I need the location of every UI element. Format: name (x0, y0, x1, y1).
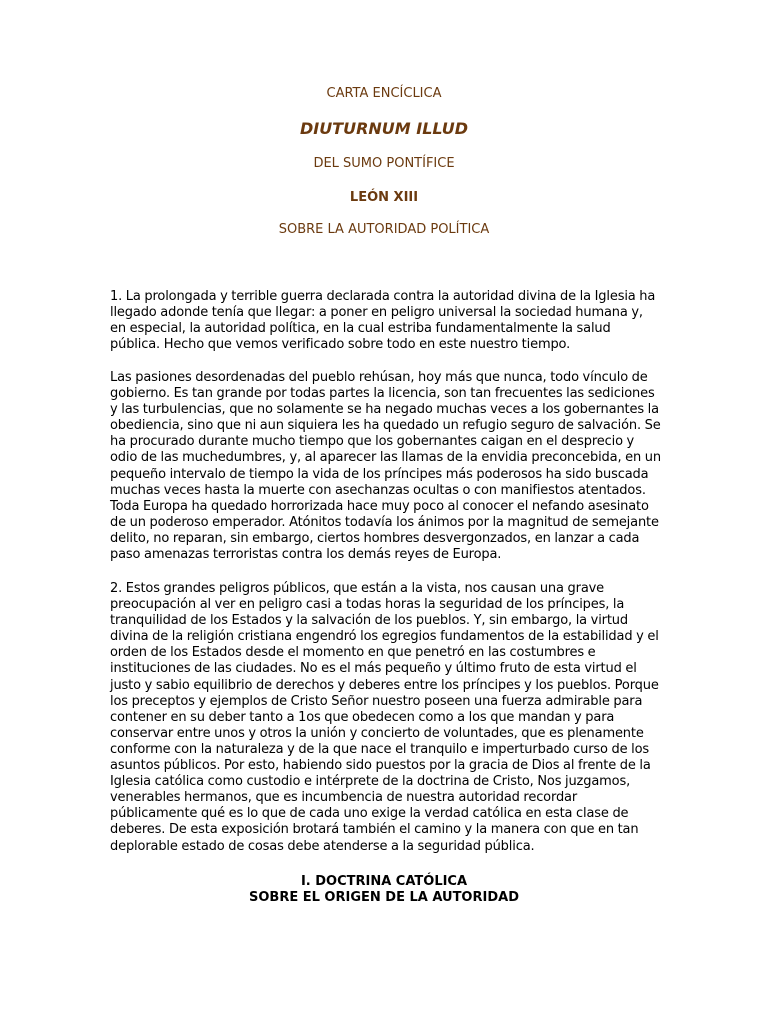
paragraph-1: 1. La prolongada y terrible guerra declarada contra la autoridad divina de la Iglesia ha llegado adonde tenía que llegar: a poner en peligro universal la sociedad humana y, en especial, la autoridad política, en la cual estriba fundamentalmente la salud pública. Hecho que vemos verificado sobre todo en este nuestro tiempo. (110, 289, 656, 353)
document-type-heading: CARTA ENCÍCLICA (326, 86, 442, 101)
author-office-heading: DEL SUMO PONTÍFICE (313, 156, 455, 171)
section-heading-subtitle: SOBRE EL ORIGEN DE LA AUTORIDAD (249, 890, 519, 905)
paragraph-3: 2. Estos grandes peligros públicos, que están a la vista, nos causan una grave preocupación al ver en peligro casi a todas horas la seguridad de los príncipes, la tranquilidad de los Estados y la salvación de los pueblos. Y, sin embargo, la virtud divina de la religión cristiana engendró los egregios fundamentos de la estabilidad y el orden de los Estados desde el momento en que penetró en las costumbres e instituciones de las ciudades. No es el más pequeño y último fruto de esta virtud el justo y sabio equilibrio de derechos y deberes entre los príncipes y los pueblos. Porque los preceptos y ejemplos de Cristo Señor nuestro poseen una fuerza admirable para contener en su deber tanto a 1os que obedecen como a los que mandan y para conservar entre unos y otros la unión y concierto de voluntades, que es plenamente conforme con la naturaleza y de la que nace el tranquilo e imperturbado curso de los asuntos públicos. Por esto, habiendo sido puestos por la gracia de Dios al frente de la Iglesia católica como custodio e intérprete de la doctrina de Cristo, Nos juzgamos, venerables hermanos, que es incumbencia de nuestra autoridad recordar públicamente qué es lo que de cada uno exige la verdad católica en esta clase de deberes. De esta exposición brotará también el camino y la manera con que en tan deplorable estado de cosas debe atenderse a la seguridad pública. (110, 581, 659, 854)
author-name-heading: LEÓN XIII (349, 190, 419, 205)
document-title: DIUTURNUM ILLUD (299, 119, 469, 138)
paragraph-2: Las pasiones desordenadas del pueblo rehúsan, hoy más que nunca, todo vínculo de gobierno. Es tan grande por todas partes la licencia, son tan frecuentes las sediciones y las turbulencias, que no solamente se ha negado muchas veces a los gobernantes la obediencia, sino que ni aun siquiera les ha quedado un refugio seguro de salvación. Se ha procurado durante mucho tiempo que los gobernantes caigan en el desprecio y odio de las muchedumbres, y, al aparecer las llamas de la envidia preconcebida, en un pequeño intervalo de tiempo la vida de los príncipes más poderosos ha sido buscada muchas veces hasta la muerte con asechanzas ocultas o con manifiestos atentados. Toda Europa ha quedado horrorizada hace muy poco al conocer el nefando asesinato de un poderoso emperador. Atónitos todavía los ánimos por la magnitud de semejante delito, no reparan, sin embargo, ciertos hombres desvergonzados, en lanzar a cada paso amenazas terroristas contra los demás reyes de Europa. (110, 370, 661, 563)
section-heading-title: I. DOCTRINA CATÓLICA (300, 874, 468, 889)
document-subject-heading: SOBRE LA AUTORIDAD POLÍTICA (278, 222, 490, 237)
